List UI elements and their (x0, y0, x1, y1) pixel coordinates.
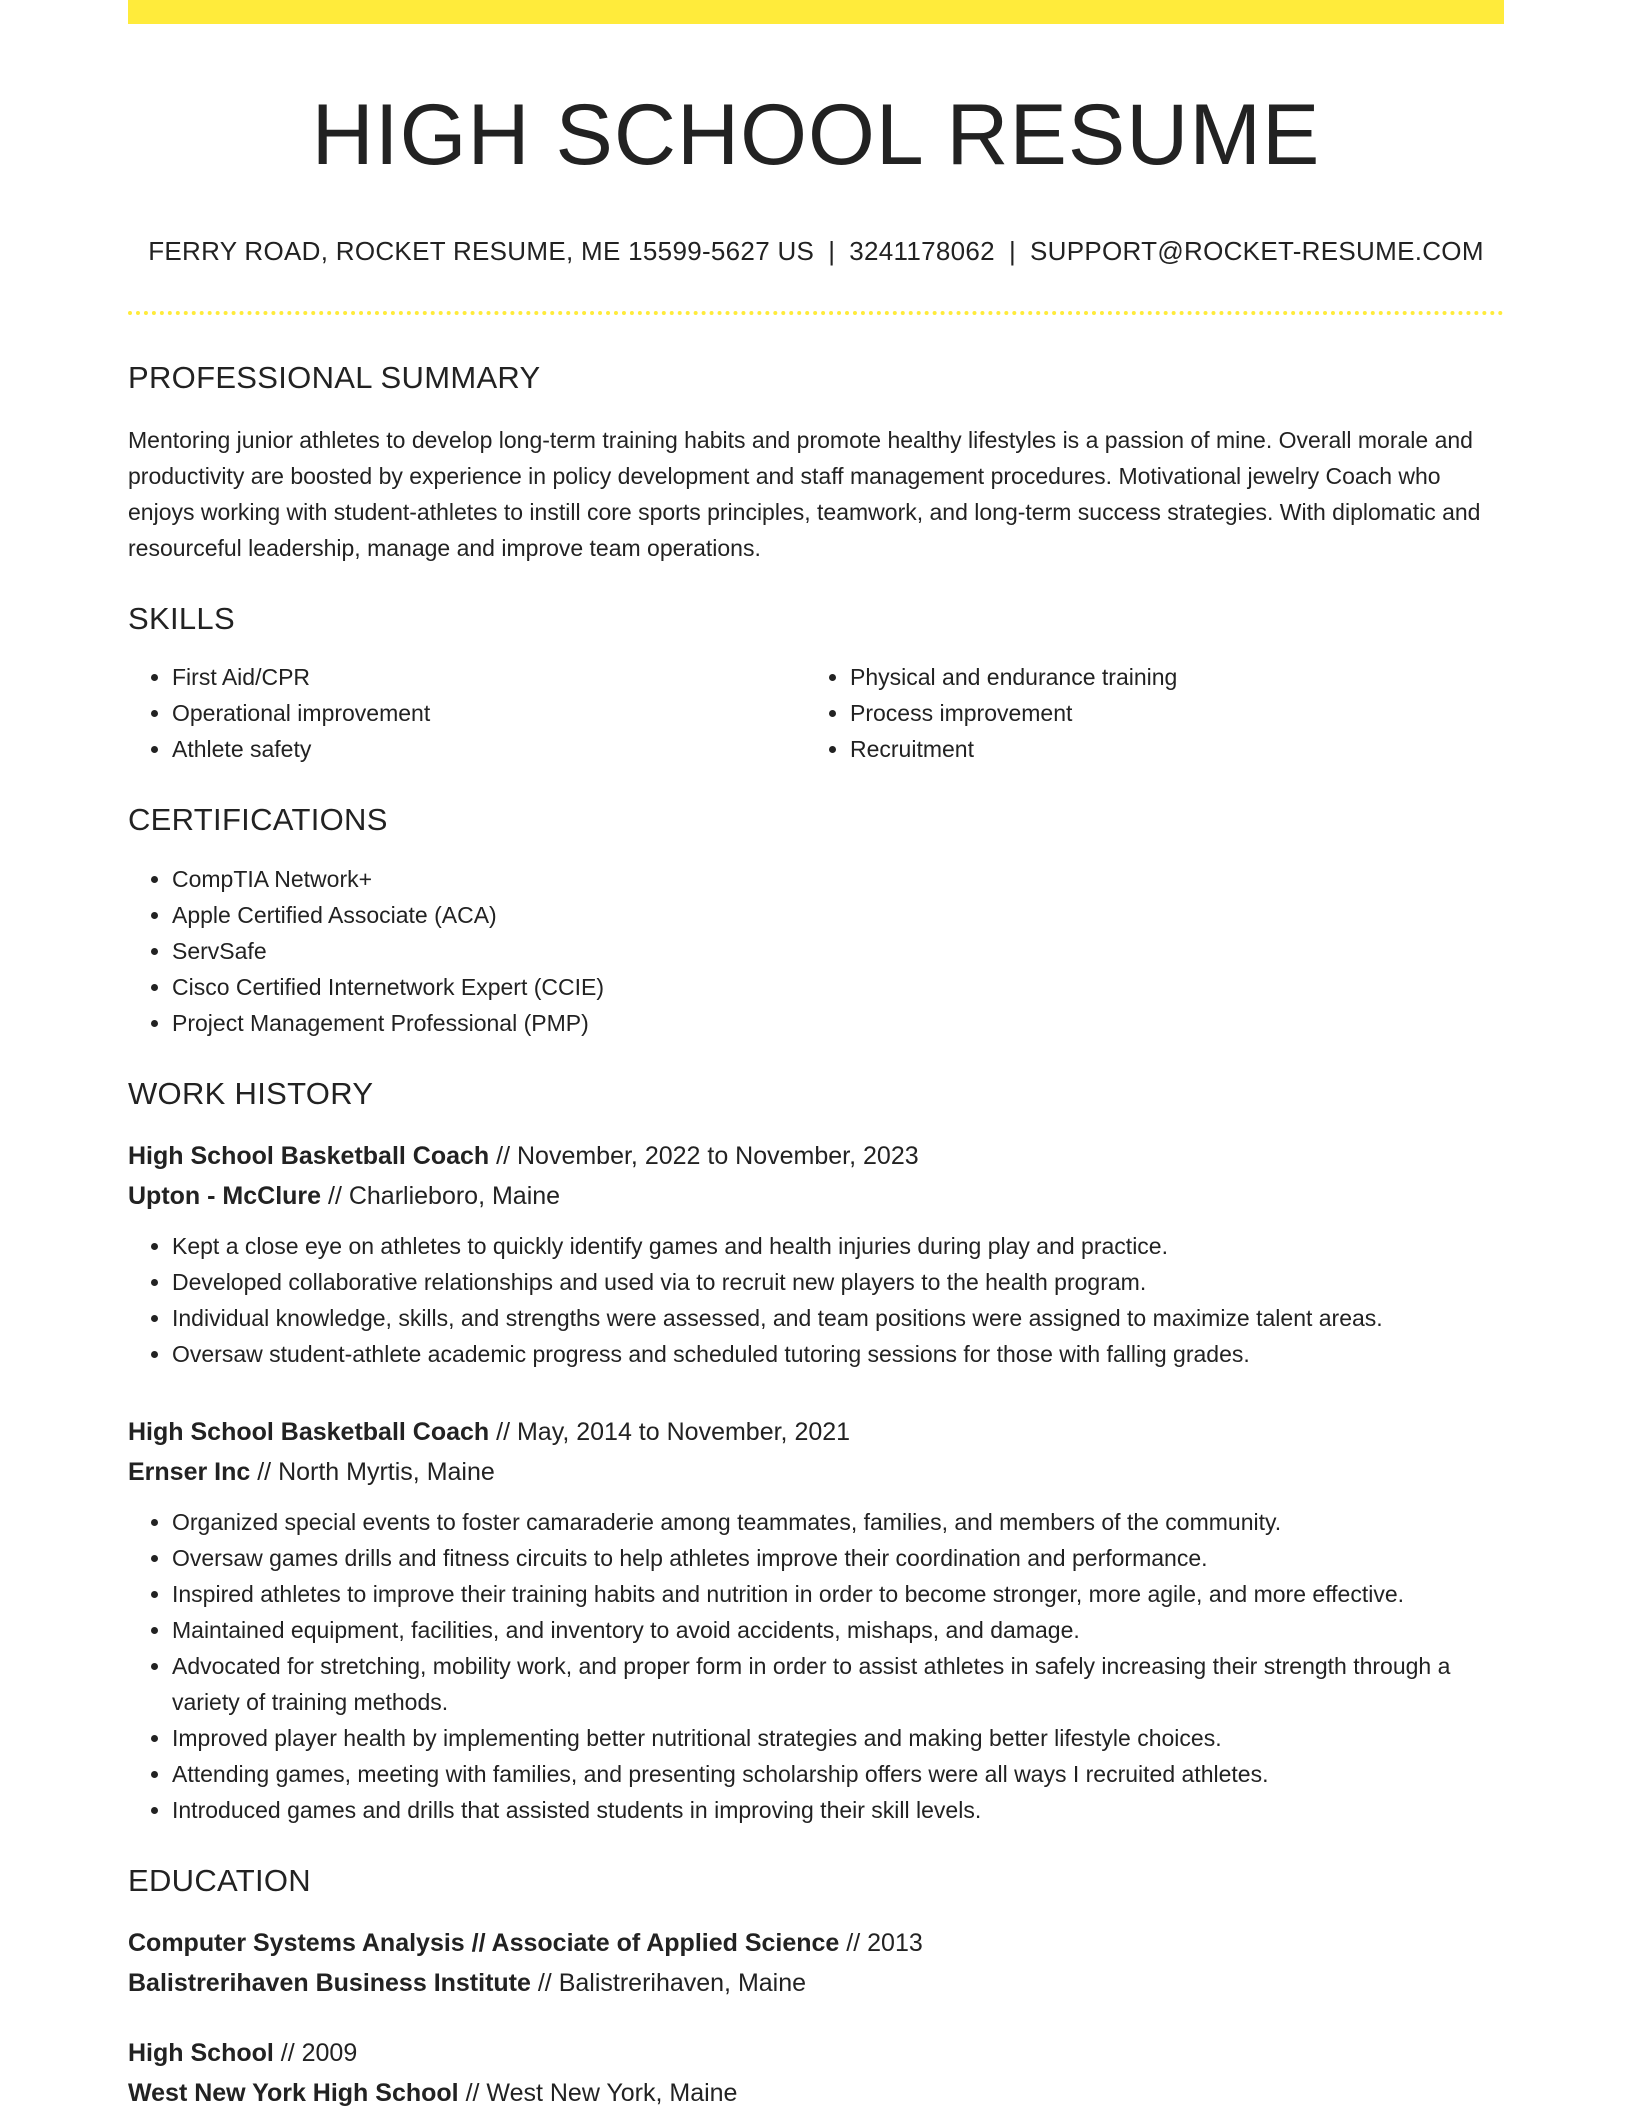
certification-item: • CompTIA Network+ (172, 861, 1504, 897)
job-location: Charlieboro, Maine (348, 1181, 561, 1210)
job-duty: • Improved player health by implementing better nutritional strategies and making better lifestyle choices. (172, 1720, 1504, 1756)
job-duty: • Oversaw games drills and fitness circuits to help athletes improve their coordination and performance. (172, 1540, 1504, 1576)
job-company: Ernser Inc (128, 1457, 251, 1486)
skill-item: • First Aid/CPR (172, 659, 806, 695)
contact-address: FERRY ROAD, ROCKET RESUME, ME 15599-5627 US (148, 236, 815, 267)
job-duty: • Attending games, meeting with families, and presenting scholarship offers were all ways I recruited athletes. (172, 1756, 1504, 1792)
education-degree-line (128, 2033, 1504, 2073)
job-company: Upton - McClure (128, 1181, 322, 1210)
job-entry (128, 1412, 1504, 1828)
job-duty: • Advocated for stretching, mobility work, and proper form in order to assist athletes in safely increasing their strength through a variety of training methods. (172, 1648, 1504, 1720)
work-history-heading: WORK HISTORY (128, 1075, 374, 1111)
job-title: High School Basketball Coach (128, 1417, 490, 1446)
contact-separator: | (1008, 236, 1016, 267)
education-school-line (128, 1963, 1504, 2003)
separator: // (321, 1181, 349, 1210)
top-accent-bar (128, 0, 1504, 24)
skill-item: • Physical and endurance training (850, 659, 1504, 695)
separator: // (530, 1968, 559, 1997)
page-title: HIGH SCHOOL RESUME (311, 87, 1321, 183)
job-duty: • Introduced games and drills that assisted students in improving their skill levels. (172, 1792, 1504, 1828)
job-duty: • Developed collaborative relationships and used via to recruit new players to the health program. (172, 1264, 1504, 1300)
skill-item: • Process improvement (850, 695, 1504, 731)
education-location: West New York, Maine (486, 2078, 738, 2107)
certification-item: • Cisco Certified Internetwork Expert (CCIE) (172, 969, 1504, 1005)
job-duties-list (128, 1504, 1504, 1828)
education-heading: EDUCATION (128, 1862, 311, 1898)
education-degree-line (128, 1923, 1504, 1963)
certification-item: • Apple Certified Associate (ACA) (172, 897, 1504, 933)
job-title-line (128, 1412, 1504, 1452)
summary-text: Mentoring junior athletes to develop long-term training habits and promote healthy lifestyles is a passion of mine. Overall morale and productivity are boosted by experience in policy development and staff management procedures. Motivational jewelry Coach who enjoys working with student-athletes to instill core sports principles, teamwork, and long-term success strategies. With diplomatic and resourceful leadership, manage and improve team operations. (128, 427, 1481, 562)
job-duties-list (128, 1228, 1504, 1372)
skill-item: • Recruitment (850, 731, 1504, 767)
skill-item: • Athlete safety (172, 731, 806, 767)
education-entry (128, 2033, 1504, 2113)
job-duty: • Inspired athletes to improve their training habits and nutrition in order to become stronger, more agile, and more effective. (172, 1576, 1504, 1612)
dotted-divider (128, 311, 1504, 315)
job-title: High School Basketball Coach (128, 1141, 490, 1170)
skill-item: • Operational improvement (172, 695, 806, 731)
education-school: Balistrerihaven Business Institute (128, 1968, 531, 1997)
education-entry (128, 1923, 1504, 2003)
separator: // (458, 2078, 487, 2107)
contact-line (128, 235, 1504, 269)
job-dates: May, 2014 to November, 2021 (516, 1417, 851, 1446)
job-dates: November, 2022 to November, 2023 (516, 1141, 919, 1170)
education-year: 2013 (867, 1928, 923, 1957)
job-duty: • Maintained equipment, facilities, and inventory to avoid accidents, mishaps, and damage. (172, 1612, 1504, 1648)
separator: // (489, 1417, 517, 1446)
certifications-list (128, 861, 1504, 1041)
resume-page (128, 0, 1504, 2113)
skills-column-left (128, 659, 806, 767)
separator: // (250, 1457, 279, 1486)
job-company-line (128, 1452, 1504, 1492)
contact-phone: 3241178062 (849, 236, 995, 267)
separator: // (273, 2038, 302, 2067)
job-entry (128, 1136, 1504, 1372)
job-duty: • Organized special events to foster camaraderie among teammates, families, and members of the community. (172, 1504, 1504, 1540)
education-year: 2009 (301, 2038, 358, 2067)
education-school-line (128, 2073, 1504, 2113)
job-duty: • Individual knowledge, skills, and strengths were assessed, and team positions were assigned to maximize talent areas. (172, 1300, 1504, 1336)
certifications-heading: CERTIFICATIONS (128, 802, 388, 838)
job-duty: • Kept a close eye on athletes to quickly identify games and health injuries during play and practice. (172, 1228, 1504, 1264)
education-degree: Computer Systems Analysis // Associate of Applied Science (128, 1928, 840, 1957)
certification-item: • Project Management Professional (PMP) (172, 1005, 1504, 1041)
education-location: Balistrerihaven, Maine (558, 1968, 807, 1997)
education-degree: High School (128, 2038, 274, 2067)
contact-email[interactable]: SUPPORT@ROCKET-RESUME.COM (1030, 236, 1484, 267)
job-title-line (128, 1136, 1504, 1176)
certification-item: • ServSafe (172, 933, 1504, 969)
skills-column-right (806, 659, 1504, 767)
job-company-line (128, 1176, 1504, 1216)
education-school: West New York High School (128, 2078, 459, 2107)
contact-separator: | (828, 236, 836, 267)
job-location: North Myrtis, Maine (278, 1457, 495, 1486)
job-duty: • Oversaw student-athlete academic progress and scheduled tutoring sessions for those with falling grades. (172, 1336, 1504, 1372)
separator: // (489, 1141, 517, 1170)
separator: // (839, 1928, 868, 1957)
skills-list (128, 637, 1504, 767)
summary-heading: PROFESSIONAL SUMMARY (128, 359, 541, 395)
skills-heading: SKILLS (128, 601, 235, 637)
